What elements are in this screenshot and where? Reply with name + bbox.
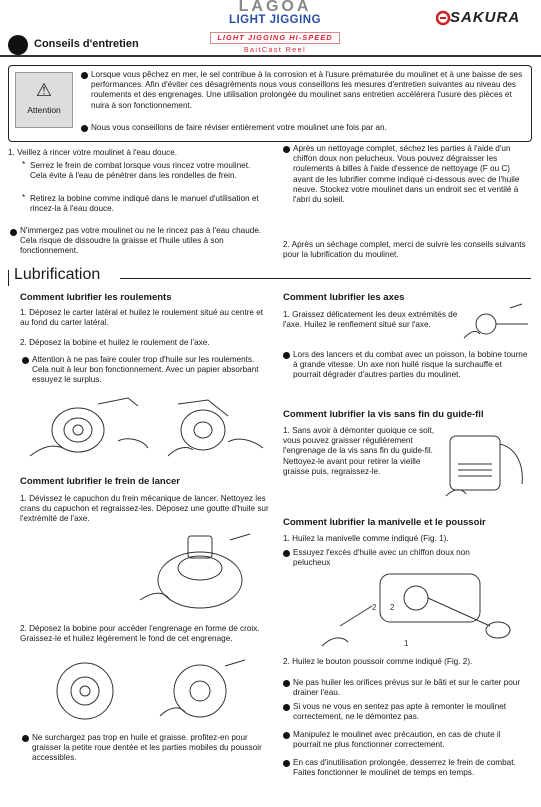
manivelle-note-3: Manipulez le moulinet avec précaution, en cas de chute il pourrait ne plus fonctionner correctement. (293, 730, 501, 750)
care-step-1: 1. Veillez à rincer votre moulinet à l'eau douce. (8, 148, 178, 157)
attention-label: Attention (27, 105, 61, 115)
worm-gear-illustration (444, 424, 532, 504)
heading-roulements: Comment lubrifier les roulements (20, 292, 172, 303)
care-step-2: 2. Après un séchage complet, merci de suivre les conseils suivants pour la lubrification du moulinet. (283, 240, 526, 260)
bullet-icon (283, 732, 290, 739)
heading-vis: Comment lubrifier la vis sans fin du guide-fil (283, 409, 484, 420)
manivelle-note-1: Ne pas huiler les orifices prévus sur le bâti et sur le carter pour drainer l'eau. (293, 678, 521, 698)
bullet-icon (283, 550, 290, 557)
svg-text:2: 2 (372, 603, 377, 612)
handle-illustration (320, 566, 526, 650)
bullet-icon (283, 704, 290, 711)
axes-step-1: 1. Graissez délicatement les deux extrémités de l'axe. Huilez le renflement situé sur l'axe. (283, 310, 458, 330)
warning-icon: ⚠ (35, 80, 53, 100)
bullet-icon (22, 357, 29, 364)
asterisk-1: * (22, 160, 26, 169)
care-sub-2: Retirez la bobine comme indiqué dans le manuel d'utilisation et rincez-la à l'eau douce. (30, 194, 259, 214)
bullet-icon (283, 352, 290, 359)
bullet-icon (283, 146, 290, 153)
title-rule (120, 278, 531, 279)
product-subtitle: LIGHT JIGGING (228, 14, 322, 26)
brand-name: SAKURA (450, 9, 521, 26)
attention-box (8, 65, 532, 142)
manivelle-note-4: En cas d'inutilisation prolongée, desserrez le frein de combat. Faites fonctionner le moulinet de temps en temps. (293, 758, 516, 778)
vis-step-1: 1. Sans avoir à démonter quoique ce soit, vous pouvez graisser régulièrement l'engrenage de la vis sans fin du guide-fil. Nettoyez-le avant pour retirer la vieille graisse puis, regraissez-le. (283, 426, 435, 476)
bullet-icon (81, 125, 88, 132)
gear-illustration (40, 656, 260, 726)
manivelle-wipe: Essuyez l'excès d'huile avec un chiffon doux non pelucheux (293, 548, 470, 568)
reel-type: BaitCast Reel (243, 47, 307, 54)
bullet-icon (81, 72, 88, 79)
axes-warning: Lors des lancers et du combat avec un poisson, la bobine tourne à grande vitesse. Un axe non huilé risque la surchauffe et pourrait dégrader d'autres parties du moulinet. (293, 350, 528, 380)
lubrification-title: Lubrification (14, 266, 101, 283)
bullet-icon (283, 760, 290, 767)
sakura-logo (436, 6, 532, 30)
frein-warning: Ne surchargez pas trop en huile et graisse. profitez-en pour graisser la petite roue dentée et les parties mobiles du poussoir accessibles. (32, 733, 262, 763)
section-bullet-icon (8, 35, 28, 55)
bullet-icon (22, 735, 29, 742)
heading-manivelle: Comment lubrifier la manivelle et le poussoir (283, 517, 486, 528)
header-divider (0, 55, 541, 57)
manivelle-note-2: Si vous ne vous en sentez pas apte à remonter le moulinet correctement, ne le démontez pas. (293, 702, 506, 722)
axle-illustration (462, 302, 532, 344)
svg-text:1: 1 (404, 639, 409, 648)
roulements-warning: Attention à ne pas faire couler trop d'huile sur les roulements. Cela nuit à leur bon fonctionnement. Avec un papier absorbant essuyez le surplus. (32, 355, 259, 385)
attention-text-2: Nous vous conseillons de faire réviser entièrement votre moulinet une fois par an. (91, 123, 387, 132)
roulements-step-2: 2. Déposez la bobine et huilez le roulement de l'axe. (20, 338, 210, 347)
product-tagline: LIGHT JIGGING HI-SPEED (210, 32, 339, 44)
care-dry-text: Après un nettoyage complet, séchez les parties à l'aide d'un chiffon doux non pelucheux. Vous pouvez dégraisser les roulements à billes à l'aide d'essence de nettoyage (F ou C) avant de les lubrifier comme indiqué ci-dessous avec de l'huile neuve. Stockez votre moulinet dans un endroit sec et ventilé à l'abri du soleil. (293, 144, 520, 205)
brake-illustration (130, 530, 260, 620)
manivelle-step-1: 1. Huilez la manivelle comme indiqué (Fig. 1). (283, 534, 449, 543)
bullet-icon (283, 680, 290, 687)
product-title: LAGOA (238, 0, 312, 15)
asterisk-2: * (22, 193, 26, 202)
manivelle-step-2: 2. Huilez le bouton poussoir comme indiqué (Fig. 2). (283, 657, 473, 666)
brand-block (205, 0, 345, 56)
roulements-step-1: 1. Déposez le carter latéral et huilez le roulement situé au centre et au fond du carter latéral. (20, 308, 264, 328)
svg-text:2: 2 (390, 603, 395, 612)
heading-frein: Comment lubrifier le frein de lancer (20, 476, 180, 487)
care-sub-1: Serrez le frein de combat lorsque vous rincez votre moulinet. Cela évite à l'eau de pénétrer dans les rondelles de frein. (30, 161, 251, 181)
heading-axes: Comment lubrifier les axes (283, 292, 405, 303)
attention-badge (15, 72, 73, 128)
bearing-illustration (28, 396, 268, 464)
bullet-icon (10, 229, 17, 236)
attention-text-1: Lorsque vous pêchez en mer, le sel contribue à la corrosion et à l'usure prématurée du moulinet et à une baisse de ses performances. Afin d'éviter ces désagréments nous vous conseillons les mesures d'entretien suivantes au niveau des roulements et des engrenages. Une utilisation prolongée du moulinet sans entretien accélérera l'usure des pièces et nuira à son fonctionnement. (91, 70, 523, 110)
frein-step-1: 1. Dévissez le capuchon du frein mécanique de lancer. Nettoyez les crans du capuchon et regraissez-les. Déposez une goutte d'huile sur l'extrémité de l'axe. (20, 494, 269, 524)
care-warning: N'immergez pas votre moulinet ou ne le rincez pas à l'eau chaude. Cela risque de dissoudre la graisse et l'huile utiles à son fonctionnement. (20, 226, 262, 256)
section-title: Conseils d'entretien (34, 38, 139, 50)
frein-step-2: 2. Déposez la bobine pour accéder l'engrenage en forme de croix. Graissez-le et huilez légèrement le fond de cet engrenage. (20, 624, 260, 644)
title-mark (8, 270, 9, 286)
